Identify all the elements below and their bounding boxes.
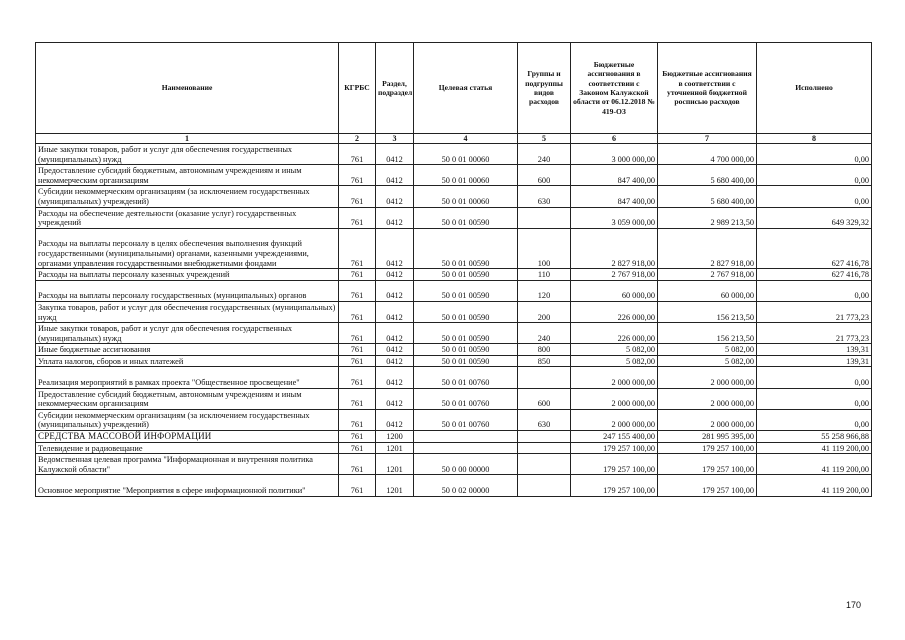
row-section-cell: 1201 xyxy=(376,442,414,454)
row-target-cell: 50 0 01 00590 xyxy=(414,301,518,322)
row-refined-allocation-cell: 2 000 000,00 xyxy=(658,388,757,409)
row-group-cell: 630 xyxy=(518,409,571,430)
table-row xyxy=(36,144,872,165)
row-kgrbs-cell: 761 xyxy=(339,344,376,356)
row-refined-allocation-cell: 2 989 213,50 xyxy=(658,207,757,228)
column-number: 4 xyxy=(414,134,518,144)
row-kgrbs-cell: 761 xyxy=(339,475,376,496)
row-kgrbs-cell: 761 xyxy=(339,269,376,281)
header-section: Раздел, подраздел xyxy=(376,43,414,134)
table-row xyxy=(36,344,872,356)
row-target-cell xyxy=(414,442,518,454)
row-kgrbs-cell: 761 xyxy=(339,207,376,228)
header-name: Наименование xyxy=(36,43,339,134)
row-group-cell xyxy=(518,442,571,454)
row-refined-allocation-cell: 2 000 000,00 xyxy=(658,409,757,430)
header-executed: Исполнено xyxy=(757,43,872,134)
row-executed-cell: 0,00 xyxy=(757,409,872,430)
row-group-cell: 600 xyxy=(518,165,571,186)
row-group-cell xyxy=(518,367,571,388)
row-group-cell xyxy=(518,454,571,475)
row-executed-cell: 0,00 xyxy=(757,186,872,207)
row-executed-cell: 627 416,78 xyxy=(757,269,872,281)
row-name-cell: Ведомственная целевая программа "Информационная и внутренняя политика Калужской области" xyxy=(36,454,339,475)
row-kgrbs-cell: 761 xyxy=(339,228,376,268)
table-row xyxy=(36,367,872,388)
table-row xyxy=(36,269,872,281)
row-target-cell: 50 0 01 00590 xyxy=(414,355,518,367)
row-target-cell: 50 0 01 00760 xyxy=(414,388,518,409)
table-body xyxy=(36,144,872,497)
row-name-cell: Расходы на обеспечение деятельности (оказание услуг) государственных учреждений xyxy=(36,207,339,228)
row-group-cell: 100 xyxy=(518,228,571,268)
column-number: 2 xyxy=(339,134,376,144)
row-name-cell: Телевидение и радиовещание xyxy=(36,442,339,454)
row-executed-cell: 0,00 xyxy=(757,367,872,388)
row-executed-cell: 0,00 xyxy=(757,165,872,186)
row-target-cell: 50 0 01 00060 xyxy=(414,186,518,207)
row-group-cell: 800 xyxy=(518,344,571,356)
row-law-allocation-cell: 2 000 000,00 xyxy=(571,409,658,430)
row-group-cell: 240 xyxy=(518,323,571,344)
row-law-allocation-cell: 3 000 000,00 xyxy=(571,144,658,165)
row-refined-allocation-cell: 156 213,50 xyxy=(658,301,757,322)
header-row xyxy=(36,43,872,134)
row-executed-cell: 0,00 xyxy=(757,280,872,301)
table-row xyxy=(36,442,872,454)
table-row xyxy=(36,228,872,268)
table-row xyxy=(36,388,872,409)
row-kgrbs-cell: 761 xyxy=(339,144,376,165)
table-row xyxy=(36,355,872,367)
row-law-allocation-cell: 5 082,00 xyxy=(571,344,658,356)
row-target-cell: 50 0 01 00590 xyxy=(414,207,518,228)
row-law-allocation-cell: 847 400,00 xyxy=(571,186,658,207)
row-kgrbs-cell: 761 xyxy=(339,454,376,475)
row-law-allocation-cell: 2 767 918,00 xyxy=(571,269,658,281)
table-row xyxy=(36,207,872,228)
table-row xyxy=(36,280,872,301)
row-group-cell: 850 xyxy=(518,355,571,367)
column-number: 6 xyxy=(571,134,658,144)
row-name-cell: Основное мероприятие "Мероприятия в сфере информационной политики" xyxy=(36,475,339,496)
row-name-cell: Иные закупки товаров, работ и услуг для обеспечения государственных (муниципальных) нужд xyxy=(36,144,339,165)
row-refined-allocation-cell: 156 213,50 xyxy=(658,323,757,344)
row-name-cell: СРЕДСТВА МАССОВОЙ ИНФОРМАЦИИ xyxy=(36,431,339,443)
row-target-cell: 50 0 01 00060 xyxy=(414,144,518,165)
header-kgrbs: КГРБС xyxy=(339,43,376,134)
row-executed-cell: 649 329,32 xyxy=(757,207,872,228)
row-kgrbs-cell: 761 xyxy=(339,186,376,207)
header-law-allocation: Бюджетные ассигнования в соответствии с Законом Калужской области от 06.12.2018 № 419-ОЗ xyxy=(571,43,658,134)
row-executed-cell: 41 119 200,00 xyxy=(757,454,872,475)
row-executed-cell: 21 773,23 xyxy=(757,301,872,322)
row-refined-allocation-cell: 179 257 100,00 xyxy=(658,454,757,475)
row-group-cell xyxy=(518,431,571,443)
row-target-cell: 50 0 01 00590 xyxy=(414,323,518,344)
column-number: 8 xyxy=(757,134,872,144)
row-name-cell: Расходы на выплаты персоналу казенных учреждений xyxy=(36,269,339,281)
row-name-cell: Расходы на выплаты персоналу в целях обеспечения выполнения функций государственными (муниципальными) органами, казенными учреждениями, органами управления государственными внебюджетными фондами xyxy=(36,228,339,268)
budget-table xyxy=(35,42,872,497)
row-executed-cell: 627 416,78 xyxy=(757,228,872,268)
table-row xyxy=(36,431,872,443)
row-refined-allocation-cell: 179 257 100,00 xyxy=(658,475,757,496)
row-kgrbs-cell: 761 xyxy=(339,431,376,443)
row-refined-allocation-cell: 5 680 400,00 xyxy=(658,165,757,186)
row-name-cell: Предоставление субсидий бюджетным, автономным учреждениям и иным некоммерческим организациям xyxy=(36,388,339,409)
row-section-cell: 0412 xyxy=(376,388,414,409)
row-section-cell: 0412 xyxy=(376,165,414,186)
row-name-cell: Реализация мероприятий в рамках проекта "Общественное просвещение" xyxy=(36,367,339,388)
row-name-cell: Субсидии некоммерческим организациям (за исключением государственных (муниципальных) учреждений) xyxy=(36,409,339,430)
row-law-allocation-cell: 2 827 918,00 xyxy=(571,228,658,268)
column-number: 1 xyxy=(36,134,339,144)
row-law-allocation-cell: 2 000 000,00 xyxy=(571,388,658,409)
row-law-allocation-cell: 847 400,00 xyxy=(571,165,658,186)
row-name-cell: Предоставление субсидий бюджетным, автономным учреждениям и иным некоммерческим организациям xyxy=(36,165,339,186)
page-number: 170 xyxy=(846,600,862,610)
row-section-cell: 0412 xyxy=(376,344,414,356)
row-name-cell: Расходы на выплаты персоналу государственных (муниципальных) органов xyxy=(36,280,339,301)
row-target-cell: 50 0 00 00000 xyxy=(414,454,518,475)
row-section-cell: 0412 xyxy=(376,367,414,388)
row-section-cell: 0412 xyxy=(376,409,414,430)
row-group-cell: 240 xyxy=(518,144,571,165)
row-law-allocation-cell: 179 257 100,00 xyxy=(571,454,658,475)
row-refined-allocation-cell: 2 827 918,00 xyxy=(658,228,757,268)
row-refined-allocation-cell: 5 082,00 xyxy=(658,355,757,367)
row-section-cell: 0412 xyxy=(376,186,414,207)
row-kgrbs-cell: 761 xyxy=(339,165,376,186)
row-refined-allocation-cell: 2 767 918,00 xyxy=(658,269,757,281)
table-row xyxy=(36,165,872,186)
row-kgrbs-cell: 761 xyxy=(339,388,376,409)
row-refined-allocation-cell: 4 700 000,00 xyxy=(658,144,757,165)
row-section-cell: 0412 xyxy=(376,355,414,367)
row-group-cell: 600 xyxy=(518,388,571,409)
row-name-cell: Субсидии некоммерческим организациям (за исключением государственных (муниципальных) учреждений) xyxy=(36,186,339,207)
row-executed-cell: 41 119 200,00 xyxy=(757,442,872,454)
column-number: 5 xyxy=(518,134,571,144)
row-refined-allocation-cell: 281 995 395,00 xyxy=(658,431,757,443)
table-row xyxy=(36,454,872,475)
row-executed-cell: 0,00 xyxy=(757,388,872,409)
row-law-allocation-cell: 60 000,00 xyxy=(571,280,658,301)
row-executed-cell: 21 773,23 xyxy=(757,323,872,344)
row-executed-cell: 41 119 200,00 xyxy=(757,475,872,496)
row-law-allocation-cell: 226 000,00 xyxy=(571,323,658,344)
row-target-cell: 50 0 01 00760 xyxy=(414,409,518,430)
table-row xyxy=(36,301,872,322)
row-target-cell xyxy=(414,431,518,443)
table-row xyxy=(36,475,872,496)
row-kgrbs-cell: 761 xyxy=(339,301,376,322)
row-law-allocation-cell: 5 082,00 xyxy=(571,355,658,367)
row-refined-allocation-cell: 60 000,00 xyxy=(658,280,757,301)
row-section-cell: 0412 xyxy=(376,301,414,322)
row-target-cell: 50 0 01 00590 xyxy=(414,269,518,281)
row-section-cell: 0412 xyxy=(376,269,414,281)
header-target: Целевая статья xyxy=(414,43,518,134)
row-section-cell: 0412 xyxy=(376,280,414,301)
row-refined-allocation-cell: 5 082,00 xyxy=(658,344,757,356)
row-target-cell: 50 0 01 00590 xyxy=(414,228,518,268)
row-group-cell: 200 xyxy=(518,301,571,322)
row-executed-cell: 55 258 966,88 xyxy=(757,431,872,443)
row-law-allocation-cell: 179 257 100,00 xyxy=(571,442,658,454)
row-executed-cell: 139,31 xyxy=(757,355,872,367)
header-group: Группы и подгруппы видов расходов xyxy=(518,43,571,134)
table-row xyxy=(36,323,872,344)
row-section-cell: 1201 xyxy=(376,454,414,475)
row-target-cell: 50 0 01 00590 xyxy=(414,344,518,356)
row-group-cell xyxy=(518,475,571,496)
table-row xyxy=(36,186,872,207)
row-kgrbs-cell: 761 xyxy=(339,323,376,344)
row-name-cell: Иные закупки товаров, работ и услуг для обеспечения государственных (муниципальных) нужд xyxy=(36,323,339,344)
row-executed-cell: 139,31 xyxy=(757,344,872,356)
row-target-cell: 50 0 02 00000 xyxy=(414,475,518,496)
row-section-cell: 0412 xyxy=(376,323,414,344)
row-group-cell: 120 xyxy=(518,280,571,301)
row-name-cell: Иные бюджетные ассигнования xyxy=(36,344,339,356)
row-law-allocation-cell: 3 059 000,00 xyxy=(571,207,658,228)
column-number: 7 xyxy=(658,134,757,144)
row-name-cell: Закупка товаров, работ и услуг для обеспечения государственных (муниципальных) нужд xyxy=(36,301,339,322)
row-kgrbs-cell: 761 xyxy=(339,367,376,388)
row-kgrbs-cell: 761 xyxy=(339,280,376,301)
row-section-cell: 1201 xyxy=(376,475,414,496)
row-section-cell: 1200 xyxy=(376,431,414,443)
column-number-row xyxy=(36,134,872,144)
row-kgrbs-cell: 761 xyxy=(339,409,376,430)
row-section-cell: 0412 xyxy=(376,207,414,228)
row-law-allocation-cell: 247 155 400,00 xyxy=(571,431,658,443)
row-law-allocation-cell: 179 257 100,00 xyxy=(571,475,658,496)
row-refined-allocation-cell: 5 680 400,00 xyxy=(658,186,757,207)
row-name-cell: Уплата налогов, сборов и иных платежей xyxy=(36,355,339,367)
column-number: 3 xyxy=(376,134,414,144)
row-group-cell xyxy=(518,207,571,228)
row-executed-cell: 0,00 xyxy=(757,144,872,165)
row-law-allocation-cell: 2 000 000,00 xyxy=(571,367,658,388)
row-target-cell: 50 0 01 00590 xyxy=(414,280,518,301)
row-refined-allocation-cell: 179 257 100,00 xyxy=(658,442,757,454)
table-row xyxy=(36,409,872,430)
row-section-cell: 0412 xyxy=(376,144,414,165)
row-refined-allocation-cell: 2 000 000,00 xyxy=(658,367,757,388)
header-refined-allocation: Бюджетные ассигнования в соответствии с уточненной бюджетной росписью расходов xyxy=(658,43,757,134)
row-target-cell: 50 0 01 00760 xyxy=(414,367,518,388)
row-kgrbs-cell: 761 xyxy=(339,355,376,367)
row-kgrbs-cell: 761 xyxy=(339,442,376,454)
row-group-cell: 630 xyxy=(518,186,571,207)
row-law-allocation-cell: 226 000,00 xyxy=(571,301,658,322)
row-target-cell: 50 0 01 00060 xyxy=(414,165,518,186)
row-group-cell: 110 xyxy=(518,269,571,281)
row-section-cell: 0412 xyxy=(376,228,414,268)
